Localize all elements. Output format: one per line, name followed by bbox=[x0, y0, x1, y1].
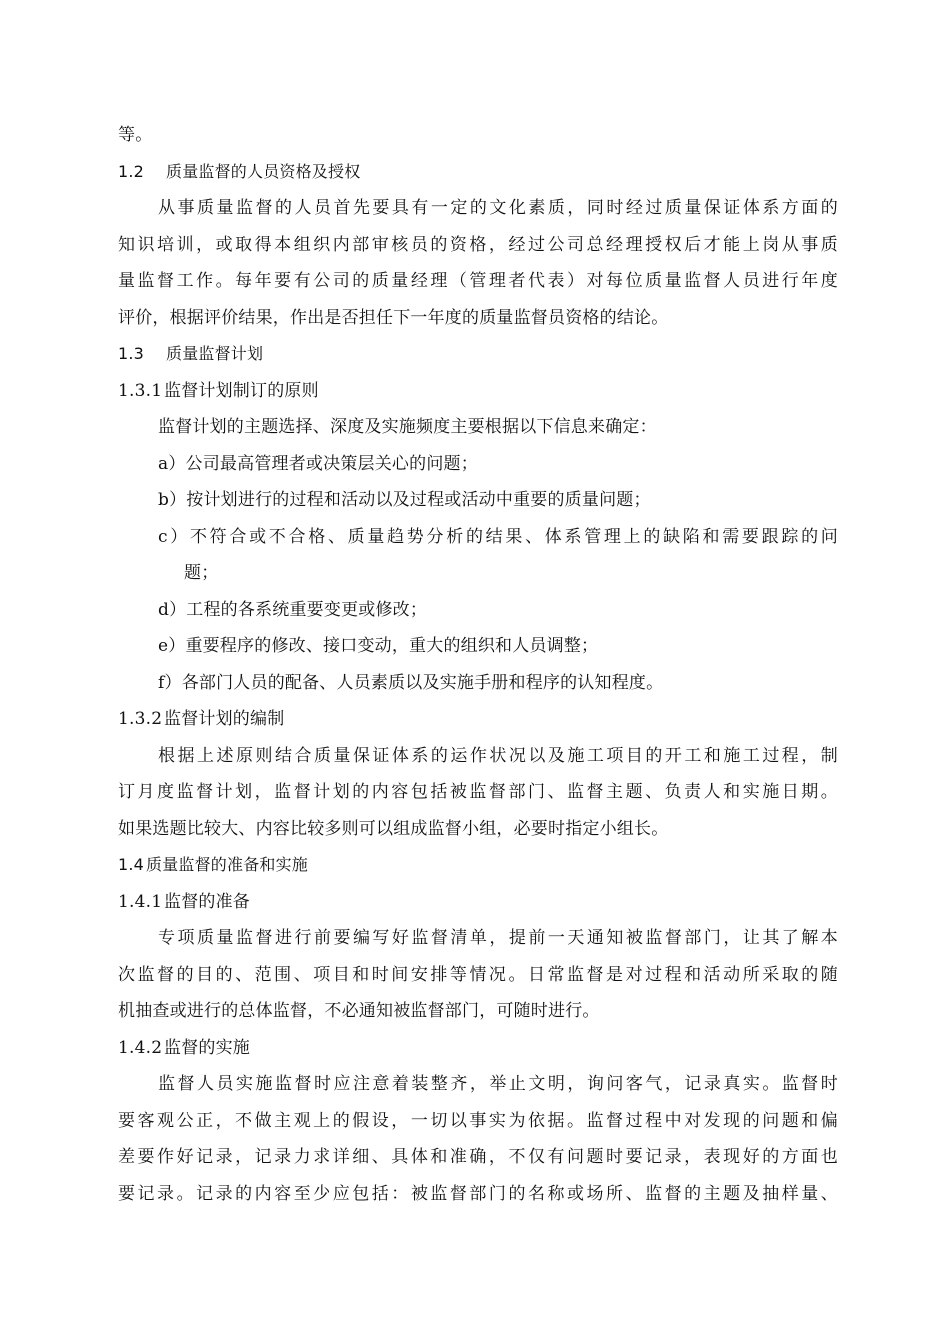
text-line: 等。 bbox=[118, 125, 153, 145]
list-item-continuation: 题； bbox=[184, 563, 219, 583]
list-item: d）工程的各系统重要变更或修改； bbox=[158, 599, 428, 620]
subsection-title: 监督计划的编制 bbox=[164, 709, 285, 729]
document-page bbox=[118, 117, 838, 1212]
subsection-heading-1-3-2 bbox=[118, 701, 838, 738]
paragraph-line: 要记录。记录的内容至少应包括：被监督部门的名称或场所、监督的主题及抽样量、 bbox=[118, 1183, 838, 1204]
subsection-number: 1.4.2 bbox=[118, 1037, 163, 1058]
paragraph-line: 订月度监督计划，监督计划的内容包括被监督部门、监督主题、负责人和实施日期。 bbox=[118, 782, 838, 802]
paragraph-line: 知识培训，或取得本组织内部审核员的资格，经过公司总经理授权后才能上岗从事质 bbox=[118, 234, 838, 255]
section-title: 质量监督的准备和实施 bbox=[146, 855, 309, 874]
section-number: 1.2 bbox=[118, 161, 145, 181]
section-number: 1.4 bbox=[118, 855, 145, 874]
paragraph-line: 专项质量监督进行前要编写好监督清单，提前一天通知被监督部门，让其了解本 bbox=[158, 928, 838, 948]
subsection-title: 监督的实施 bbox=[164, 1037, 250, 1058]
section-heading-1-4 bbox=[118, 847, 838, 884]
list-item: b）按计划进行的过程和活动以及过程或活动中重要的质量问题； bbox=[158, 490, 651, 510]
subsection-heading-1-4-2 bbox=[118, 1030, 838, 1067]
list-item: e）重要程序的修改、接口变动，重大的组织和人员调整； bbox=[158, 636, 599, 656]
list-item: a）公司最高管理者或决策层关心的问题； bbox=[158, 453, 478, 474]
paragraph-line: 量监督工作。每年要有公司的质量经理（管理者代表）对每位质量监督人员进行年度 bbox=[118, 271, 838, 291]
subsection-heading-1-3-1 bbox=[118, 373, 838, 410]
subsection-number: 1.3.1 bbox=[118, 380, 163, 401]
paragraph-line: 从事质量监督的人员首先要具有一定的文化素质，同时经过质量保证体系方面的 bbox=[158, 198, 838, 218]
section-heading-1-2 bbox=[118, 154, 838, 191]
paragraph-line: 要客观公正，不做主观上的假设，一切以事实为依据。监督过程中对发现的问题和偏 bbox=[118, 1110, 838, 1131]
section-title: 质量监督计划 bbox=[166, 344, 264, 363]
paragraph-line: 监督计划的主题选择、深度及实施频度主要根据以下信息来确定： bbox=[158, 417, 657, 437]
paragraph-line: 如果选题比较大、内容比较多则可以组成监督小组，必要时指定小组长。 bbox=[118, 818, 669, 839]
paragraph-line: 根据上述原则结合质量保证体系的运作状况以及施工项目的开工和施工过程，制 bbox=[158, 745, 838, 766]
subsection-number: 1.4.1 bbox=[118, 891, 163, 912]
subsection-title: 监督的准备 bbox=[164, 891, 250, 912]
subsection-number: 1.3.2 bbox=[118, 709, 163, 729]
section-title: 质量监督的人员资格及授权 bbox=[166, 161, 361, 181]
subsection-heading-1-4-1 bbox=[118, 884, 838, 921]
subsection-title: 监督计划制订的原则 bbox=[164, 380, 319, 401]
paragraph-line: 评价，根据评价结果，作出是否担任下一年度的质量监督员资格的结论。 bbox=[118, 307, 669, 328]
paragraph-line: 次监督的目的、范围、项目和时间安排等情况。日常监督是对过程和活动所采取的随 bbox=[118, 964, 838, 985]
section-number: 1.3 bbox=[118, 344, 145, 363]
list-item: c）不符合或不合格、质量趋势分析的结果、体系管理上的缺陷和需要跟踪的问 bbox=[158, 526, 838, 547]
list-item: f）各部门人员的配备、人员素质以及实施手册和程序的认知程度。 bbox=[158, 672, 664, 693]
paragraph-line: 监督人员实施监督时应注意着装整齐，举止文明，询问客气，记录真实。监督时 bbox=[158, 1074, 838, 1094]
section-heading-1-3 bbox=[118, 336, 838, 373]
paragraph-line: 机抽查或进行的总体监督，不必通知被监督部门，可随时进行。 bbox=[118, 1001, 600, 1021]
paragraph-line: 差要作好记录，记录力求详细、具体和准确，不仅有问题时要记录，表现好的方面也 bbox=[118, 1147, 838, 1167]
